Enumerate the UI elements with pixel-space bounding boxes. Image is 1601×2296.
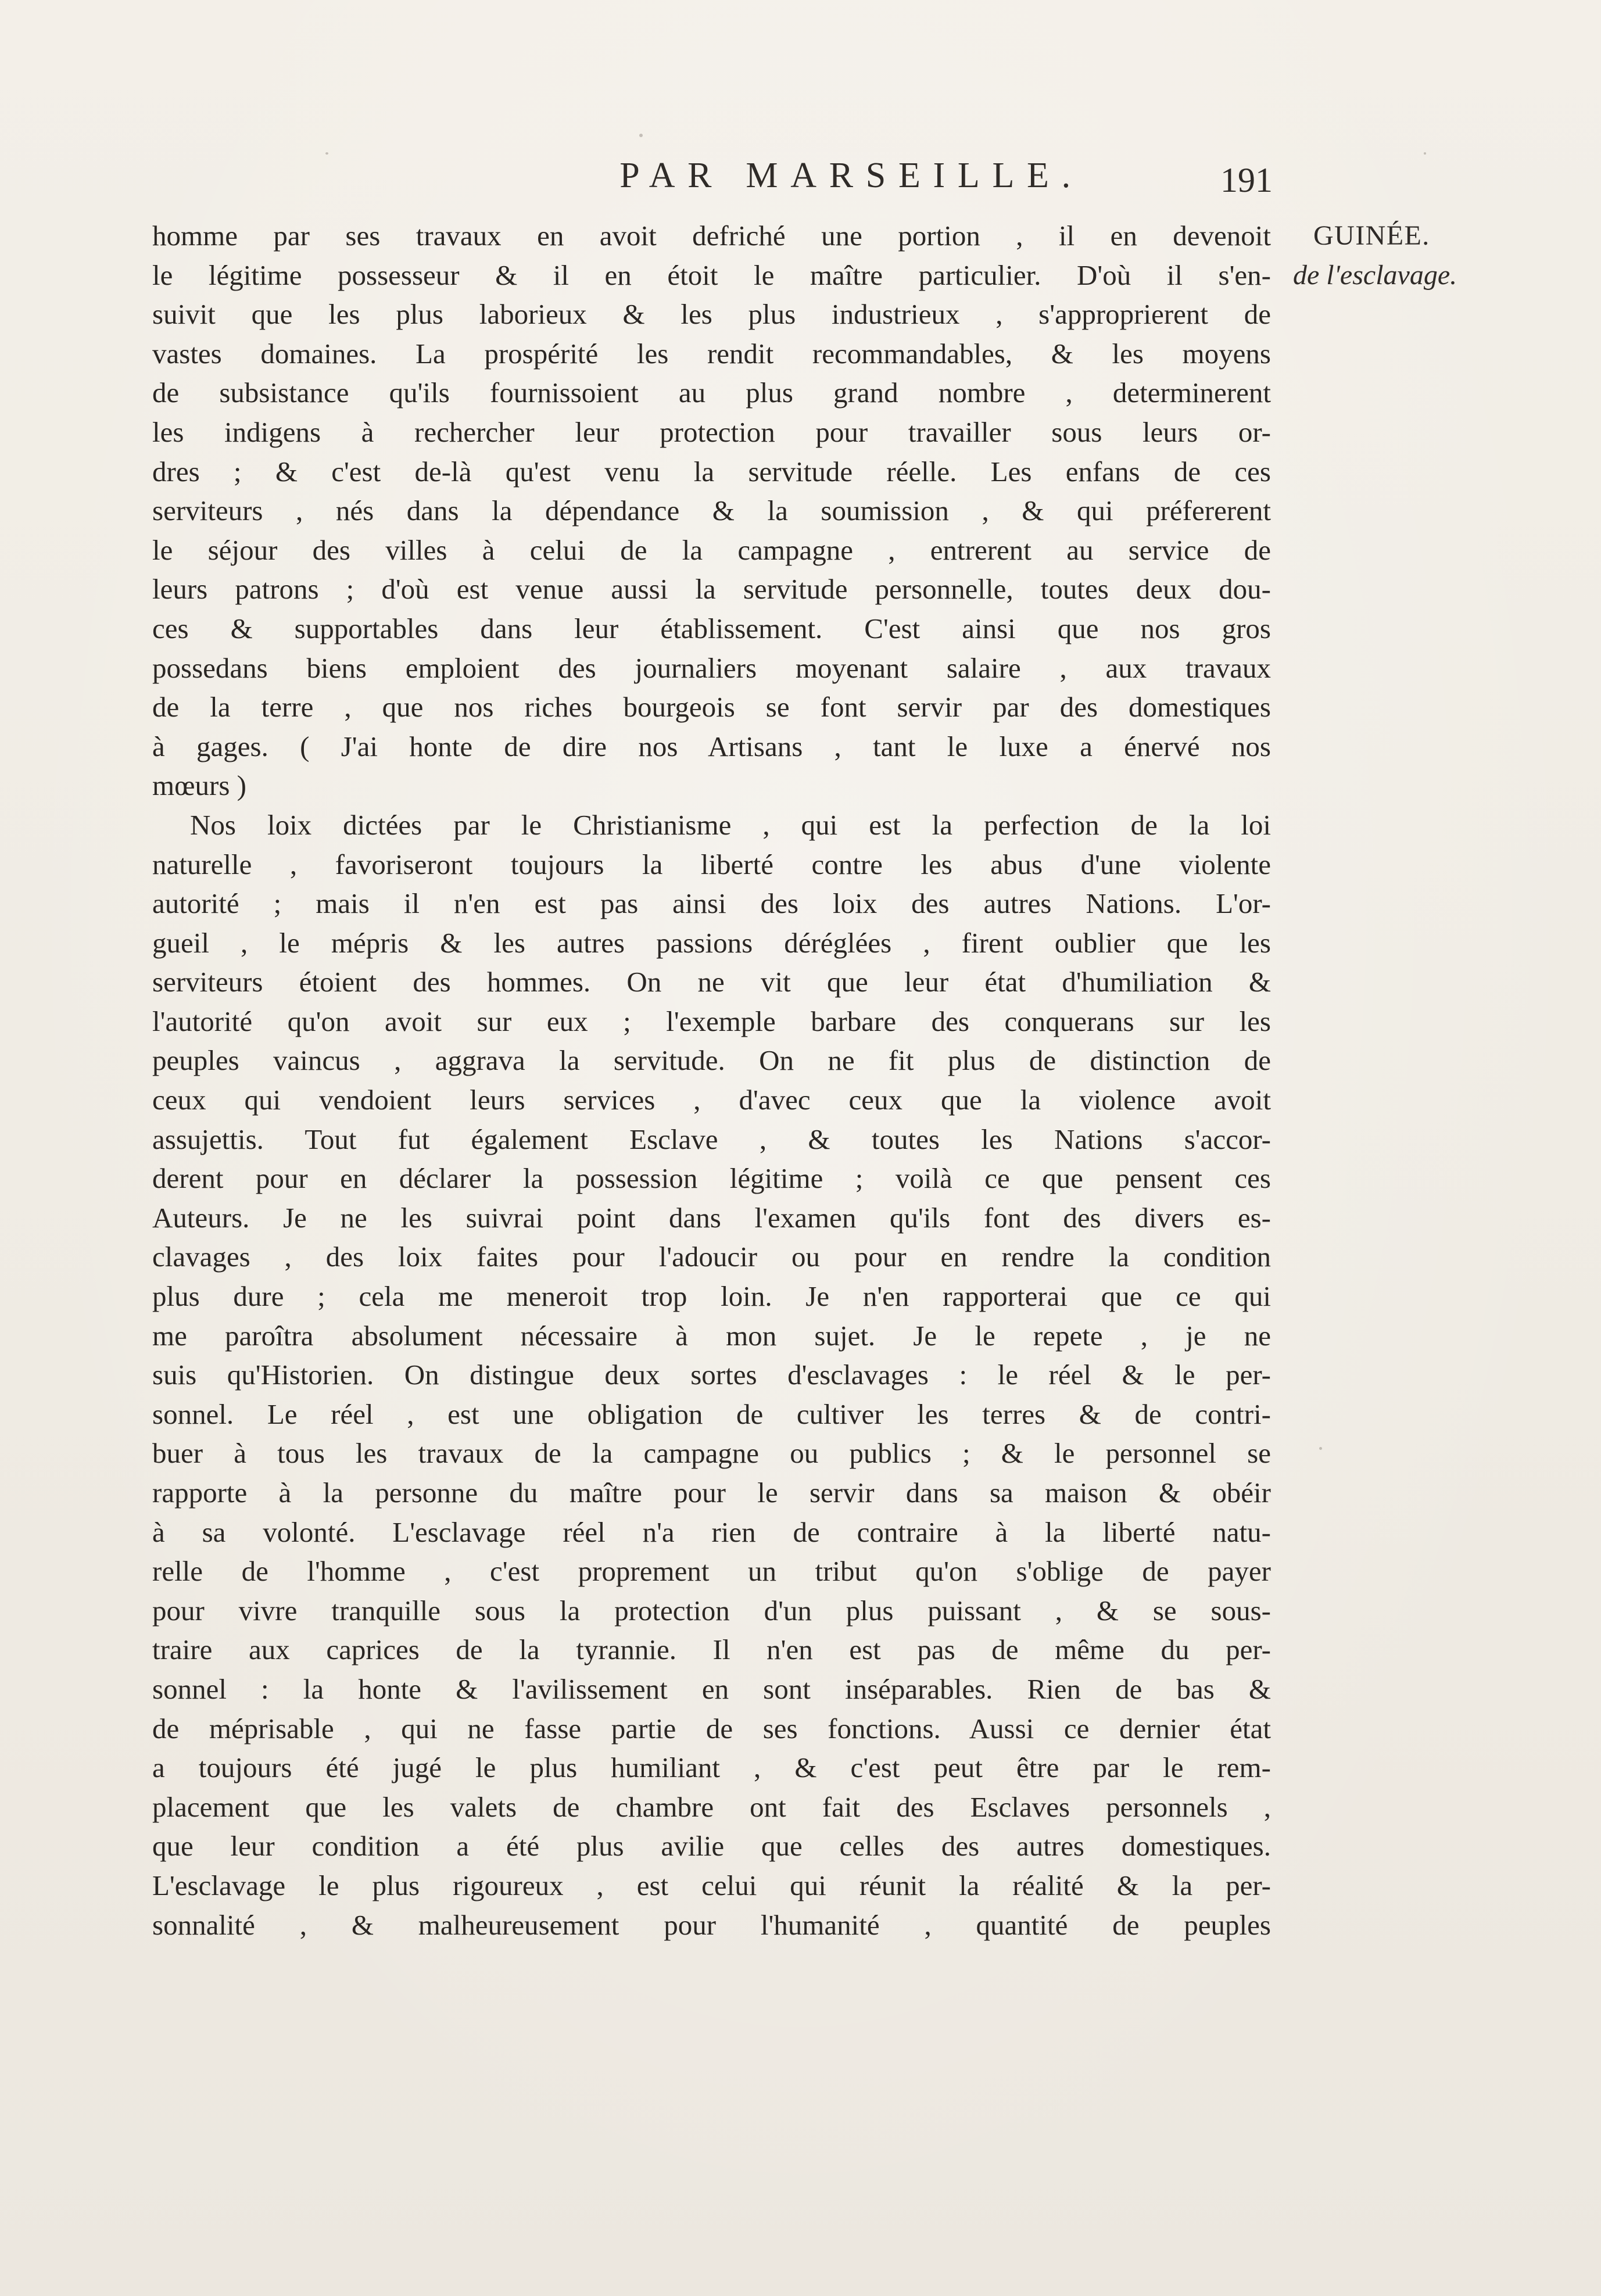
- text-line: que leur condition a été plus avilie que celles des autres domestiques.: [152, 1830, 1271, 1862]
- text-line: à gages. ( J'ai honte de dire nos Artisans , tant le luxe a énervé nos: [152, 730, 1271, 762]
- text-line: me paroîtra absolument nécessaire à mon sujet. Je le repete , je ne: [152, 1319, 1271, 1352]
- text-line: possedans biens emploient des journaliers moyenant salaire , aux travaux: [152, 651, 1271, 684]
- text-line: suis qu'Historien. On distingue deux sortes d'esclavages : le réel & le per-: [152, 1359, 1271, 1391]
- text-line: le séjour des villes à celui de la campagne , entrerent au service de: [152, 533, 1271, 566]
- text-line: autorité ; mais il n'en est pas ainsi des loix des autres Nations. L'or-: [152, 887, 1271, 920]
- text-line: à sa volonté. L'esclavage réel n'a rien de contraire à la liberté natu-: [152, 1516, 1271, 1548]
- text-line: homme par ses travaux en avoit defriché une portion , il en devenoit: [152, 220, 1271, 252]
- text-line: ceux qui vendoient leurs services , d'avec ceux que la violence avoit: [152, 1084, 1271, 1116]
- text-line: L'esclavage le plus rigoureux , est celui qui réunit la réalité & la per-: [152, 1869, 1271, 1901]
- text-line: Nos loix dictées par le Christianisme , qui est la perfection de la loi: [190, 808, 1271, 841]
- text-line: naturelle , favoriseront toujours la liberté contre les abus d'une violente: [152, 848, 1271, 880]
- text-line: peuples vaincus , aggrava la servitude. On ne fit plus de distinction de: [152, 1044, 1271, 1077]
- text-line: plus dure ; cela me meneroit trop loin. Je n'en rapporterai que ce qui: [152, 1280, 1271, 1313]
- text-line: l'autorité qu'on avoit sur eux ; l'exemple barbare des conquerans sur les: [152, 1005, 1271, 1037]
- paper-speck: [639, 134, 643, 137]
- text-line: leurs patrons ; d'où est venue aussi la servitude personnelle, toutes deux dou-: [152, 573, 1271, 606]
- text-line: pour vivre tranquille sous la protection d'un plus puissant , & se sous-: [152, 1594, 1271, 1627]
- text-line: dres ; & c'est de-là qu'est venu la servitude réelle. Les enfans de ces: [152, 455, 1271, 488]
- text-line: traire aux caprices de la tyrannie. Il n'en est pas de même du per-: [152, 1634, 1271, 1666]
- text-line: sonnalité , & malheureusement pour l'humanité , quantité de peuples: [152, 1908, 1271, 1941]
- paper-speck: [1424, 152, 1426, 155]
- text-line: relle de l'homme , c'est proprement un tribut qu'on s'oblige de payer: [152, 1555, 1271, 1588]
- margin-note-title: GUINÉE.: [1313, 220, 1430, 251]
- text-line: assujettis. Tout fut également Esclave , & toutes les Nations s'accor-: [152, 1123, 1271, 1155]
- text-line: derent pour en déclarer la possession légitime ; voilà ce que pensent ces: [152, 1162, 1271, 1195]
- text-line: le légitime possesseur & il en étoit le maître particulier. D'où il s'en-: [152, 259, 1271, 291]
- text-line: de subsistance qu'ils fournissoient au plus grand nombre , determinerent: [152, 377, 1271, 409]
- text-line: a toujours été jugé le plus humiliant , & c'est peut être par le rem-: [152, 1751, 1271, 1784]
- paper-speck: [325, 152, 328, 155]
- paper-speck: [1319, 1447, 1322, 1450]
- running-title: PAR MARSEILLE.: [619, 156, 1083, 195]
- text-line: mœurs ): [152, 769, 246, 802]
- margin-note-subtitle: de l'esclavage.: [1293, 259, 1457, 291]
- text-line: suivit que les plus laborieux & les plus industrieux , s'approprierent de: [152, 298, 1271, 331]
- text-line: vastes domaines. La prospérité les rendit recommandables, & les moyens: [152, 337, 1271, 370]
- text-line: de méprisable , qui ne fasse partie de ses fonctions. Aussi ce dernier état: [152, 1712, 1271, 1745]
- text-line: sonnel. Le réel , est une obligation de cultiver les terres & de contri-: [152, 1398, 1271, 1430]
- text-line: Auteurs. Je ne les suivrai point dans l'examen qu'ils font des divers es-: [152, 1201, 1271, 1234]
- text-line: les indigens à rechercher leur protection pour travailler sous leurs or-: [152, 415, 1271, 448]
- text-line: ces & supportables dans leur établissement. C'est ainsi que nos gros: [152, 612, 1271, 644]
- body-text: [152, 216, 1271, 1944]
- text-line: buer à tous les travaux de la campagne ou publics ; & le personnel se: [152, 1437, 1271, 1470]
- text-line: serviteurs étoient des hommes. On ne vit que leur état d'humiliation &: [152, 966, 1271, 998]
- text-line: de la terre , que nos riches bourgeois se font servir par des domestiques: [152, 691, 1271, 723]
- margin-note: [1293, 216, 1549, 295]
- page-number: 191: [1220, 161, 1273, 199]
- text-line: gueil , le mépris & les autres passions déréglées , firent oublier que les: [152, 926, 1271, 959]
- text-line: clavages , des loix faites pour l'adoucir ou pour en rendre la condition: [152, 1241, 1271, 1273]
- text-line: serviteurs , nés dans la dépendance & la soumission , & qui préfererent: [152, 495, 1271, 527]
- text-line: placement que les valets de chambre ont fait des Esclaves personnels ,: [152, 1790, 1271, 1823]
- text-line: rapporte à la personne du maître pour le servir dans sa maison & obéir: [152, 1477, 1271, 1509]
- text-line: sonnel : la honte & l'avilissement en sont inséparables. Rien de bas &: [152, 1672, 1271, 1705]
